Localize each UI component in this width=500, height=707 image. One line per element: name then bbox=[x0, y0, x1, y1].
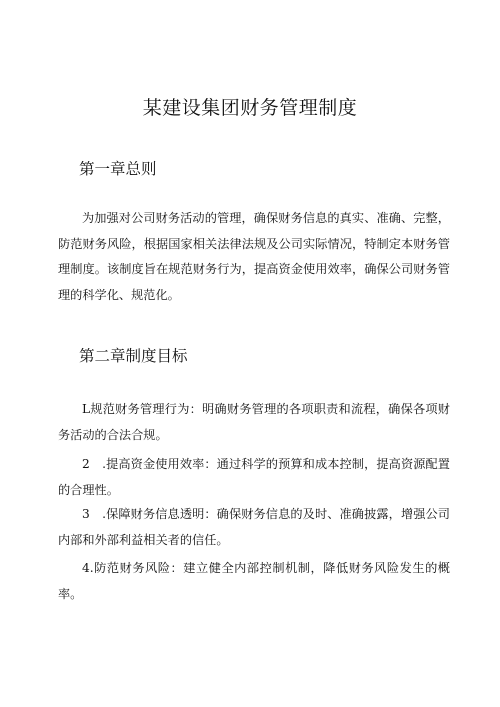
goal-item-2: 2 .提高资金使用效率：通过科学的预算和成本控制，提高资源配置的合理性。 bbox=[58, 457, 450, 497]
goal-item-4: 4.防范财务风险：建立健全内部控制机制，降低财务风险发生的概率。 bbox=[58, 561, 450, 601]
goal-item-1: L规范财务管理行为：明确财务管理的各项职责和流程，确保各项财务活动的合法合规。 bbox=[58, 402, 450, 442]
chapter-1-heading: 第一章总则 bbox=[79, 160, 157, 178]
chapter-1-paragraph: 为加强对公司财务活动的管理，确保财务信息的真实、准确、完整，防范财务风险，根据国家相关法律法规及公司实际情况，特制定本财务管理制度。该制度旨在规范财务行为，提高资金使用效率，确保公司财务管理的科学化、规范化。 bbox=[58, 211, 450, 302]
document-title: 某建设集团财务管理制度 bbox=[142, 97, 358, 119]
goal-item-3: 3 .保障财务信息透明：确保财务信息的及时、准确披露，增强公司内部和外部利益相关者的信任。 bbox=[58, 507, 450, 547]
chapter-2-heading: 第二章制度目标 bbox=[79, 347, 188, 365]
